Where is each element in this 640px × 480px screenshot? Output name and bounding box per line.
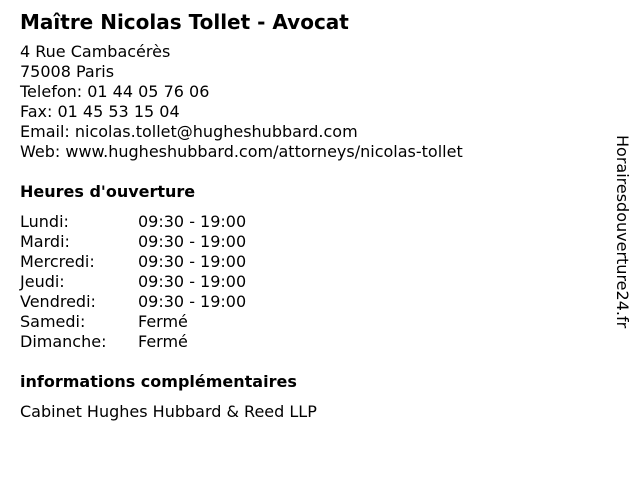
hours-day: Mardi: bbox=[20, 232, 70, 251]
address-block bbox=[20, 42, 600, 162]
info-heading: informations complémentaires bbox=[20, 372, 297, 391]
address-city: 75008 Paris bbox=[20, 62, 115, 81]
site-watermark: Horairesdouverture24.fr bbox=[613, 135, 632, 329]
hours-row bbox=[20, 312, 600, 332]
hours-time: 09:30 - 19:00 bbox=[138, 272, 247, 291]
hours-day: Jeudi: bbox=[20, 272, 65, 291]
hours-day: Mercredi: bbox=[20, 252, 95, 271]
hours-row bbox=[20, 332, 600, 352]
hours-table bbox=[20, 212, 600, 352]
hours-time: Fermé bbox=[138, 332, 188, 351]
hours-row bbox=[20, 232, 600, 252]
hours-time: 09:30 - 19:00 bbox=[138, 232, 247, 251]
phone-line: Telefon: 01 44 05 76 06 bbox=[20, 82, 210, 101]
hours-row bbox=[20, 292, 600, 312]
web-line: Web: www.hugheshubbard.com/attorneys/nicolas-tollet bbox=[20, 142, 463, 161]
hours-heading: Heures d'ouverture bbox=[20, 182, 196, 201]
hours-time: 09:30 - 19:00 bbox=[138, 252, 247, 271]
hours-day: Samedi: bbox=[20, 312, 86, 331]
info-text: Cabinet Hughes Hubbard & Reed LLP bbox=[20, 402, 317, 421]
hours-row bbox=[20, 252, 600, 272]
email-line: Email: nicolas.tollet@hugheshubbard.com bbox=[20, 122, 358, 141]
hours-row bbox=[20, 212, 600, 232]
hours-day: Vendredi: bbox=[20, 292, 96, 311]
hours-row bbox=[20, 272, 600, 292]
page-title: Maître Nicolas Tollet - Avocat bbox=[20, 10, 349, 34]
address-street: 4 Rue Cambacérès bbox=[20, 42, 171, 61]
hours-day: Dimanche: bbox=[20, 332, 107, 351]
hours-time: Fermé bbox=[138, 312, 188, 331]
hours-time: 09:30 - 19:00 bbox=[138, 292, 247, 311]
listing-card bbox=[20, 10, 600, 422]
hours-time: 09:30 - 19:00 bbox=[138, 212, 247, 231]
fax-line: Fax: 01 45 53 15 04 bbox=[20, 102, 180, 121]
hours-day: Lundi: bbox=[20, 212, 69, 231]
